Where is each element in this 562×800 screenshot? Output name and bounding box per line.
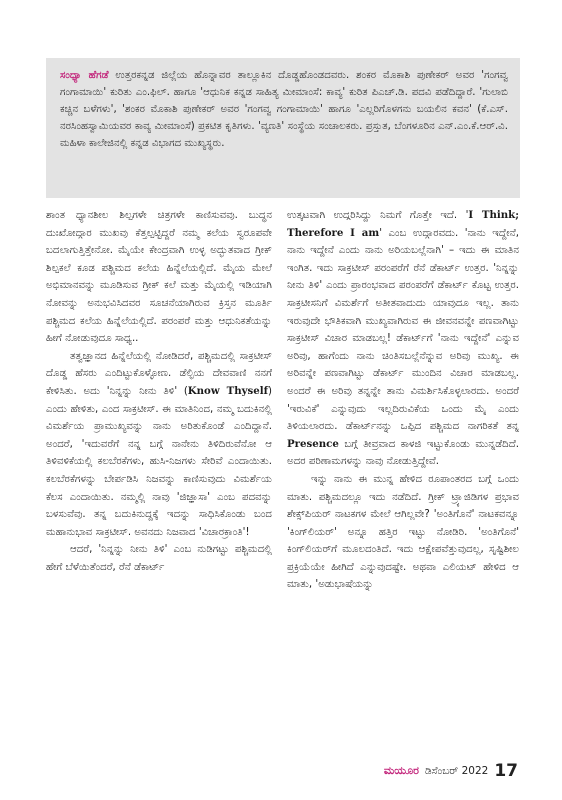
paragraph: ಇನ್ನು ನಾನು ಈ ಮುನ್ನ ಹೇಳಿದ ರೂಪಾಂತರದ ಬಗ್ಗೆ ಒಂದು ಮಾತು. ಪಶ್ಚಿಮದಲ್ಲೂ ಇದು ನಡೆದಿದೆ. ಗ್ರೀಕ್ ಟ್ರ್ಯಾಜಿಡಿಗಳ ಪ್ರಭಾವ ಶೇಕ್ಸ್‌ಪಿಯರ್ ನಾಟಕಗಳ ಮೇಲೆ ಆಗಿಲ್ಲವೇ? 'ಅಂತಿಗೊನೆ' ನಾಟಕವನ್ನೂ 'ಕಿಂಗ್‌ಲಿಯರ್' ಅನ್ನೂ ಹತ್ತಿರ ಇಟ್ಟು ನೋಡಿರಿ. 'ಅಂತಿಗೊನೆ' ಕಿಂಗ್‌ಲಿಯರ್‌ಗೆ ಮೂಲದಂತಿದೆ. ಇದು ಆಕ್ಷೇಪವೆತ್ತುವುದಲ್ಲ, ಸೃಷ್ಟಿಶೀಲ ಪ್ರಕ್ರಿಯೆಯೇ ಹೀಗಿದೆ ಎನ್ನುವುದಷ್ಟೇ. ಅಥವಾ ಎಲಿಯಟ್ ಹೇಳಿದ ಆ ಮಾತು, 'ಅಡುಭಾಷೆಯನ್ನು <box>287 473 519 591</box>
page-number: 17 <box>494 761 518 781</box>
author-bio-text: ಉತ್ತರಕನ್ನಡ ಜಿಲ್ಲೆಯ ಹೊನ್ನಾವರ ತಾಲ್ಲೂಕಿನ ದೊಡ್ಡಹೊಂಡದವರು. ಶಂಕರ ಮೊಕಾಶಿ ಪುಣೇಕರ್ ಅವರ 'ಗಂಗವ್ವ ಗಂಗಾಮಾಯಿ' ಕುರಿತು ಎಂ.ಫಿಲ್. ಹಾಗೂ 'ಆಧುನಿಕ ಕನ್ನಡ ಸಾಹಿತ್ಯ ಮೀಮಾಂಸೆ: ಕಾವ್ಯ' ಕುರಿತ ಪಿಎಚ್.ಡಿ. ಪದವಿ ಪಡೆದಿದ್ದಾರೆ. 'ಗುಲಾಬಿ ಕಚ್ಚಿನ ಬಳೆಗಳು', 'ಶಂಕರ ಮೊಕಾಶಿ ಪುಣೇಕರ್ ಅವರ 'ಗಂಗವ್ವ ಗಂಗಾಮಾಯಿ' ಹಾಗೂ 'ಎಲ್ಲರಿಗೊಳಗನು ಬಯಲಿನ ಕವನ' (ಕೆ.ಎಸ್. ನರಸಿಂಹಸ್ವಾಮಿಯವರ ಕಾವ್ಯ ಮೀಮಾಂಸೆ) ಪ್ರಕಟಿತ ಕೃತಿಗಳು. 'ವ್ಯಣತಿ' ಸಂಸ್ಥೆಯ ಸಂಚಾಲಕರು. ಪ್ರಸ್ತುತ, ಬೆಂಗಳೂರಿನ ಎನ್.ಎಂ.ಕೆ.ಆರ್.ವಿ. ಮಹಿಳಾ ಕಾಲೇಜಿನಲ್ಲಿ ಕನ್ನಡ ವಿಭಾಗದ ಮುಖ್ಯಸ್ಥರು. <box>60 70 508 149</box>
paragraph: ಶಾಂತ ಧ್ಯಾನಶೀಲ ಶಿಲ್ಪಗಳೇ ಚಿತ್ರಗಳೇ ಕಾಣಿಸುವವು. ಬುದ್ಧನ ದುಃಖೋದ್ಗಾರ ಮುಖವು ಕೆತ್ತಲ್ಪಟ್ಟಿದ್ದರೆ ನಮ್ಮ ಕಲೆಯ ಸ್ವರೂಪವೇ ಬದಲಾಗುತ್ತಿತ್ತೇನೋ. ಮೈಯೇ ಕೇಂದ್ರವಾಗಿ ಉಳ್ಳ ಅದ್ಭುತವಾದ ಗ್ರೀಕ್ ಶಿಲ್ಪಕಲೆ ಕೂಡ ಪಶ್ಚಿಮದ ಕಲೆಯ ಹಿನ್ನೆಲೆಯಲ್ಲಿದೆ. ಮೈಯ ಮೇಲೆ ಅಭಿಮಾನವನ್ನು ಮೂಡಿಸುವ ಗ್ರೀಕ್ ಕಲೆ ಮತ್ತು ಮೈಯಲ್ಲಿ ಇಡಿಯಾಗಿ ನೋವನ್ನು ಅನುಭವಿಸಿದವರ ಸೂಚನೆಯಾಗಿರುವ ಕ್ರಿಸ್ತನ ಮೂರ್ತಿ ಪಶ್ಚಿಮದ ಕಲೆಯ ಹಿನ್ನೆಲೆಯಲ್ಲಿದೆ. ಪರಂಪರೆ ಮತ್ತು ಆಧುನಿಕತೆಯನ್ನು ಹೀಗೆ ನೋಡುವುದೂ ಸಾಧ್ಯ.. <box>46 210 272 345</box>
paragraph: ಆದರೆ, 'ನಿನ್ನನ್ನು ನೀನು ತಿಳಿ' ಎಂಬ ನುಡಿಗಟ್ಟು ಪಶ್ಚಿಮದಲ್ಲಿ ಹೇಗೆ ಬೆಳೆಯಿತೆಂದರೆ, ರೆನೆ ಡೆಕಾರ್ಟ್ <box>46 544 272 573</box>
article-column-left <box>46 207 272 576</box>
paragraph: ಉತ್ಕಟವಾಗಿ ಉದ್ಗರಿಸಿದ್ದು ನಿಮಗೆ ಗೊತ್ತೇ ಇದೆ. 'I Think; Therefore I am' ಎಂಬ ಉದ್ಗಾರವದು. 'ನಾನು ಇದ್ದೇನೆ, ನಾನು ಇದ್ದೇನೆ ಎಂದು ನಾನು ಅರಿಯಬಲ್ಲೆನಾಗಿ' – ಇದು ಈ ಮಾತಿನ ಇಂಗಿತ. ಇದು ಸಾಕ್ರಟೀಸ್ ಪರಂಪರೆಗೆ ರೆನೆ ಡೆಕಾರ್ಟ್ ಉತ್ತರ. 'ನಿನ್ನನ್ನು ನೀನು ತಿಳಿ' ಎಂದು ಪ್ರಾರಂಭವಾದ ಪರಂಪರೆಗೆ ಡೆಕಾರ್ಟ್ ಕೊಟ್ಟ ಉತ್ತರ. ಸಾಕ್ರಟೀಸನಿಗೆ ವಿಮರ್ಶೆಗೆ ಅತೀತವಾದುದು ಯಾವುದೂ ಇಲ್ಲ. ತಾನು ಇರುವುದೇ ಭೌತಿಕವಾಗಿ ಮುಖ್ಯವಾಗಿರುವ ಈ ಜೀವನವನ್ನೇ ಪಣವಾಗಿಟ್ಟು ಸಾಕ್ರಟೀಸ್ ವಿಚಾರ ಮಾಡಬಲ್ಲ! ಡೆಕಾರ್ಟ್‌ಗೆ 'ನಾನು ಇದ್ದೇನೆ' ಎನ್ನುವ ಅರಿವು, ಹಾಗೆಂದು ನಾನು ಚಿಂತಿಸಬಲ್ಲೆನೆನ್ನುವ ಅರಿವು ಮುಖ್ಯ. ಈ ಅರಿವನ್ನೇ ಪಣವಾಗಿಟ್ಟು ಡೆಕಾರ್ಟ್ ಮುಂದಿನ ವಿಚಾರ ಮಾಡಬಲ್ಲ. ಅಂದರೆ ಈ ಅರಿವು ತನ್ನನ್ನೇ ತಾನು ವಿಮರ್ಶಿಸಿಕೊಳ್ಳಲಾರದು. ಅಂದರೆ 'ಇರುವಿಕೆ' ಎನ್ನುವುದು ಇಲ್ಲದಿರುವಿಕೆಯ ಒಂದು ಮೈ ಎಂದು ತಿಳಿಯಲಾರದು. ಡೆಕಾರ್ಟ್‌ನನ್ನು ಒಪ್ಪಿದ ಪಶ್ಚಿಮದ ನಾಗರಿಕತೆ ತನ್ನ Presence ಬಗ್ಗೆ ತೀವ್ರವಾದ ಕಾಳಜಿ ಇಟ್ಟುಕೊಂಡು ಮುನ್ನಡೆದಿದೆ. ಅದರ ಪರಿಣಾಮಗಳನ್ನು ನಾವು ನೋಡುತ್ತಿದ್ದೇವೆ. <box>287 209 519 468</box>
author-bio-box <box>46 58 520 198</box>
article-column-right <box>287 207 519 594</box>
issue-date: ಡಿಸೆಂಬರ್ 2022 <box>424 764 489 777</box>
author-name: ಸಂಧ್ಯಾ ಹೆಗಡೆ <box>60 70 109 81</box>
magazine-name: ಮಯೂರ <box>383 764 419 777</box>
paragraph: ತತ್ವಜ್ಞಾನದ ಹಿನ್ನೆಲೆಯಲ್ಲಿ ನೋಡಿದರೆ, ಪಶ್ಚಿಮದಲ್ಲಿ ಸಾಕ್ರಟೀಸ್ ದೊಡ್ಡ ಹೆಸರು ಎಂದಿಟ್ಟುಕೊಳ್ಳೋಣ. ಡೆಲ್ಫಿಯ ದೇವವಾಣಿ ನನಗೆ ಕೇಳಿಸಿತು. ಅದು 'ನಿನ್ನನ್ನು ನೀನು ತಿಳಿ' (Know Thyself) ಎಂದು ಹೇಳಿತು, ಎಂದ ಸಾಕ್ರಟೀಸ್. ಈ ಮಾತಿನಿಂದ, ನಮ್ಮ ಬದುಕಿನಲ್ಲಿ ವಿಮರ್ಶೆಯ ಪ್ರಾಮುಖ್ಯವನ್ನು ನಾನು ಅರಿತುಕೊಂಡೆ ಎಂದಿದ್ದಾನೆ. ಅಂದರೆ, 'ಇದುವರೆಗೆ ನನ್ನ ಬಗ್ಗೆ ನಾನೇನು ತಿಳಿದಿರುವೆನೋ ಆ ತಿಳಿವಳಿಕೆಯಲ್ಲಿ ಕಲಬೆರಕೆಗಳು, ಹುಸಿ-ನಿಜಗಳು ಸೇರಿವೆ ಎಂದಾಯಿತು. ಕಲಬೆರಕೆಗಳನ್ನು ಬೇರ್ಪಡಿಸಿ ನಿಜವನ್ನು ಕಾಣಿಸುವುದು ವಿಮರ್ಶೆಯ ಕೆಲಸ ಎಂದಾಯಿತು. ನಮ್ಮಲ್ಲಿ ನಾವು 'ಜಿಜ್ಞಾಸಾ' ಎಂಬ ಪದವನ್ನು ಬಳಸುವೆವು. ತನ್ನ ಬದುಕಿನುದ್ದಕ್ಕೆ ಇದನ್ನು ಸಾಧಿಸಿಕೊಂಡು ಬಂದ ಮಹಾನುಭಾವ ಸಾಕ್ರಟೀಸ್. ಅವನದು ನಿಜವಾದ 'ವಿಚಾರಕ್ರಾಂತಿ'! <box>46 350 272 538</box>
page-footer <box>384 758 518 784</box>
